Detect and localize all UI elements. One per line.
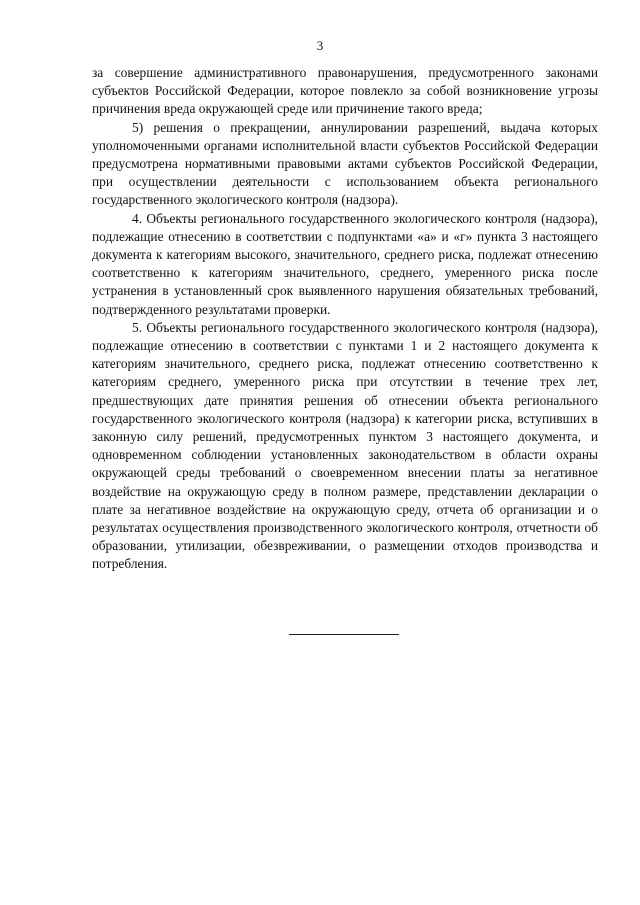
paragraph-continuation: за совершение административного правонарушения, предусмотренного законами субъектов Российской Федерации, которое повлекло за собой возникновение угрозы причинения вреда окружающей среде или причинение такого вреда; xyxy=(92,65,598,117)
page-number: 3 xyxy=(316,38,324,53)
paragraph-item-5: 5) решения о прекращении, аннулировании разрешений, выдача которых уполномоченными органами исполнительной власти субъектов Российской Федерации предусмотрена нормативными правовыми актами субъектов Российской Федерации, при осуществлении деятельности с использованием объекта регионального государственного экологического контроля (надзора). xyxy=(92,119,598,208)
paragraph-section-5: 5. Объекты регионального государственного экологического контроля (надзора), подлежащие отнесению в соответствии с пунктами 1 и 2 настоящего документа к категориям значительного, среднего риска, подлежат отнесению соответственно к категориям среднего, умеренного риска при отсутствии в течение трех лет, предшествующих дате принятия решения об отнесении объекта регионального государственного экологического контроля (надзора) к категории риска, вступивших в законную силу решений, предусмотренных пунктом 3 настоящего документа, и одновременном соблюдении установленных законодательством в области охраны окружающей среды требований о своевременном внесении платы за негативное воздействие на окружающую среду в полном размере, представлении декларации о плате за негативное воздействие на окружающую среду, отчета об организации и о результатах осуществления производственного экологического контроля, отчетности об образовании, утилизации, обезвреживании, о размещении отходов производства и потребления. xyxy=(92,319,598,572)
paragraph-section-4: 4. Объекты регионального государственного экологического контроля (надзора), подлежащие отнесению в соответствии с подпунктами «а» и «г» пункта 3 настоящего документа к категориям высокого, значительного, среднего риска, подлежат отнесению соответственно к категориям значительного, среднего, умеренного риска после устранения в установленный срок выявленного нарушения обязательных требований, подтвержденного результатами проверки. xyxy=(92,210,598,317)
document-body xyxy=(92,64,598,574)
end-of-document-rule xyxy=(289,634,399,635)
